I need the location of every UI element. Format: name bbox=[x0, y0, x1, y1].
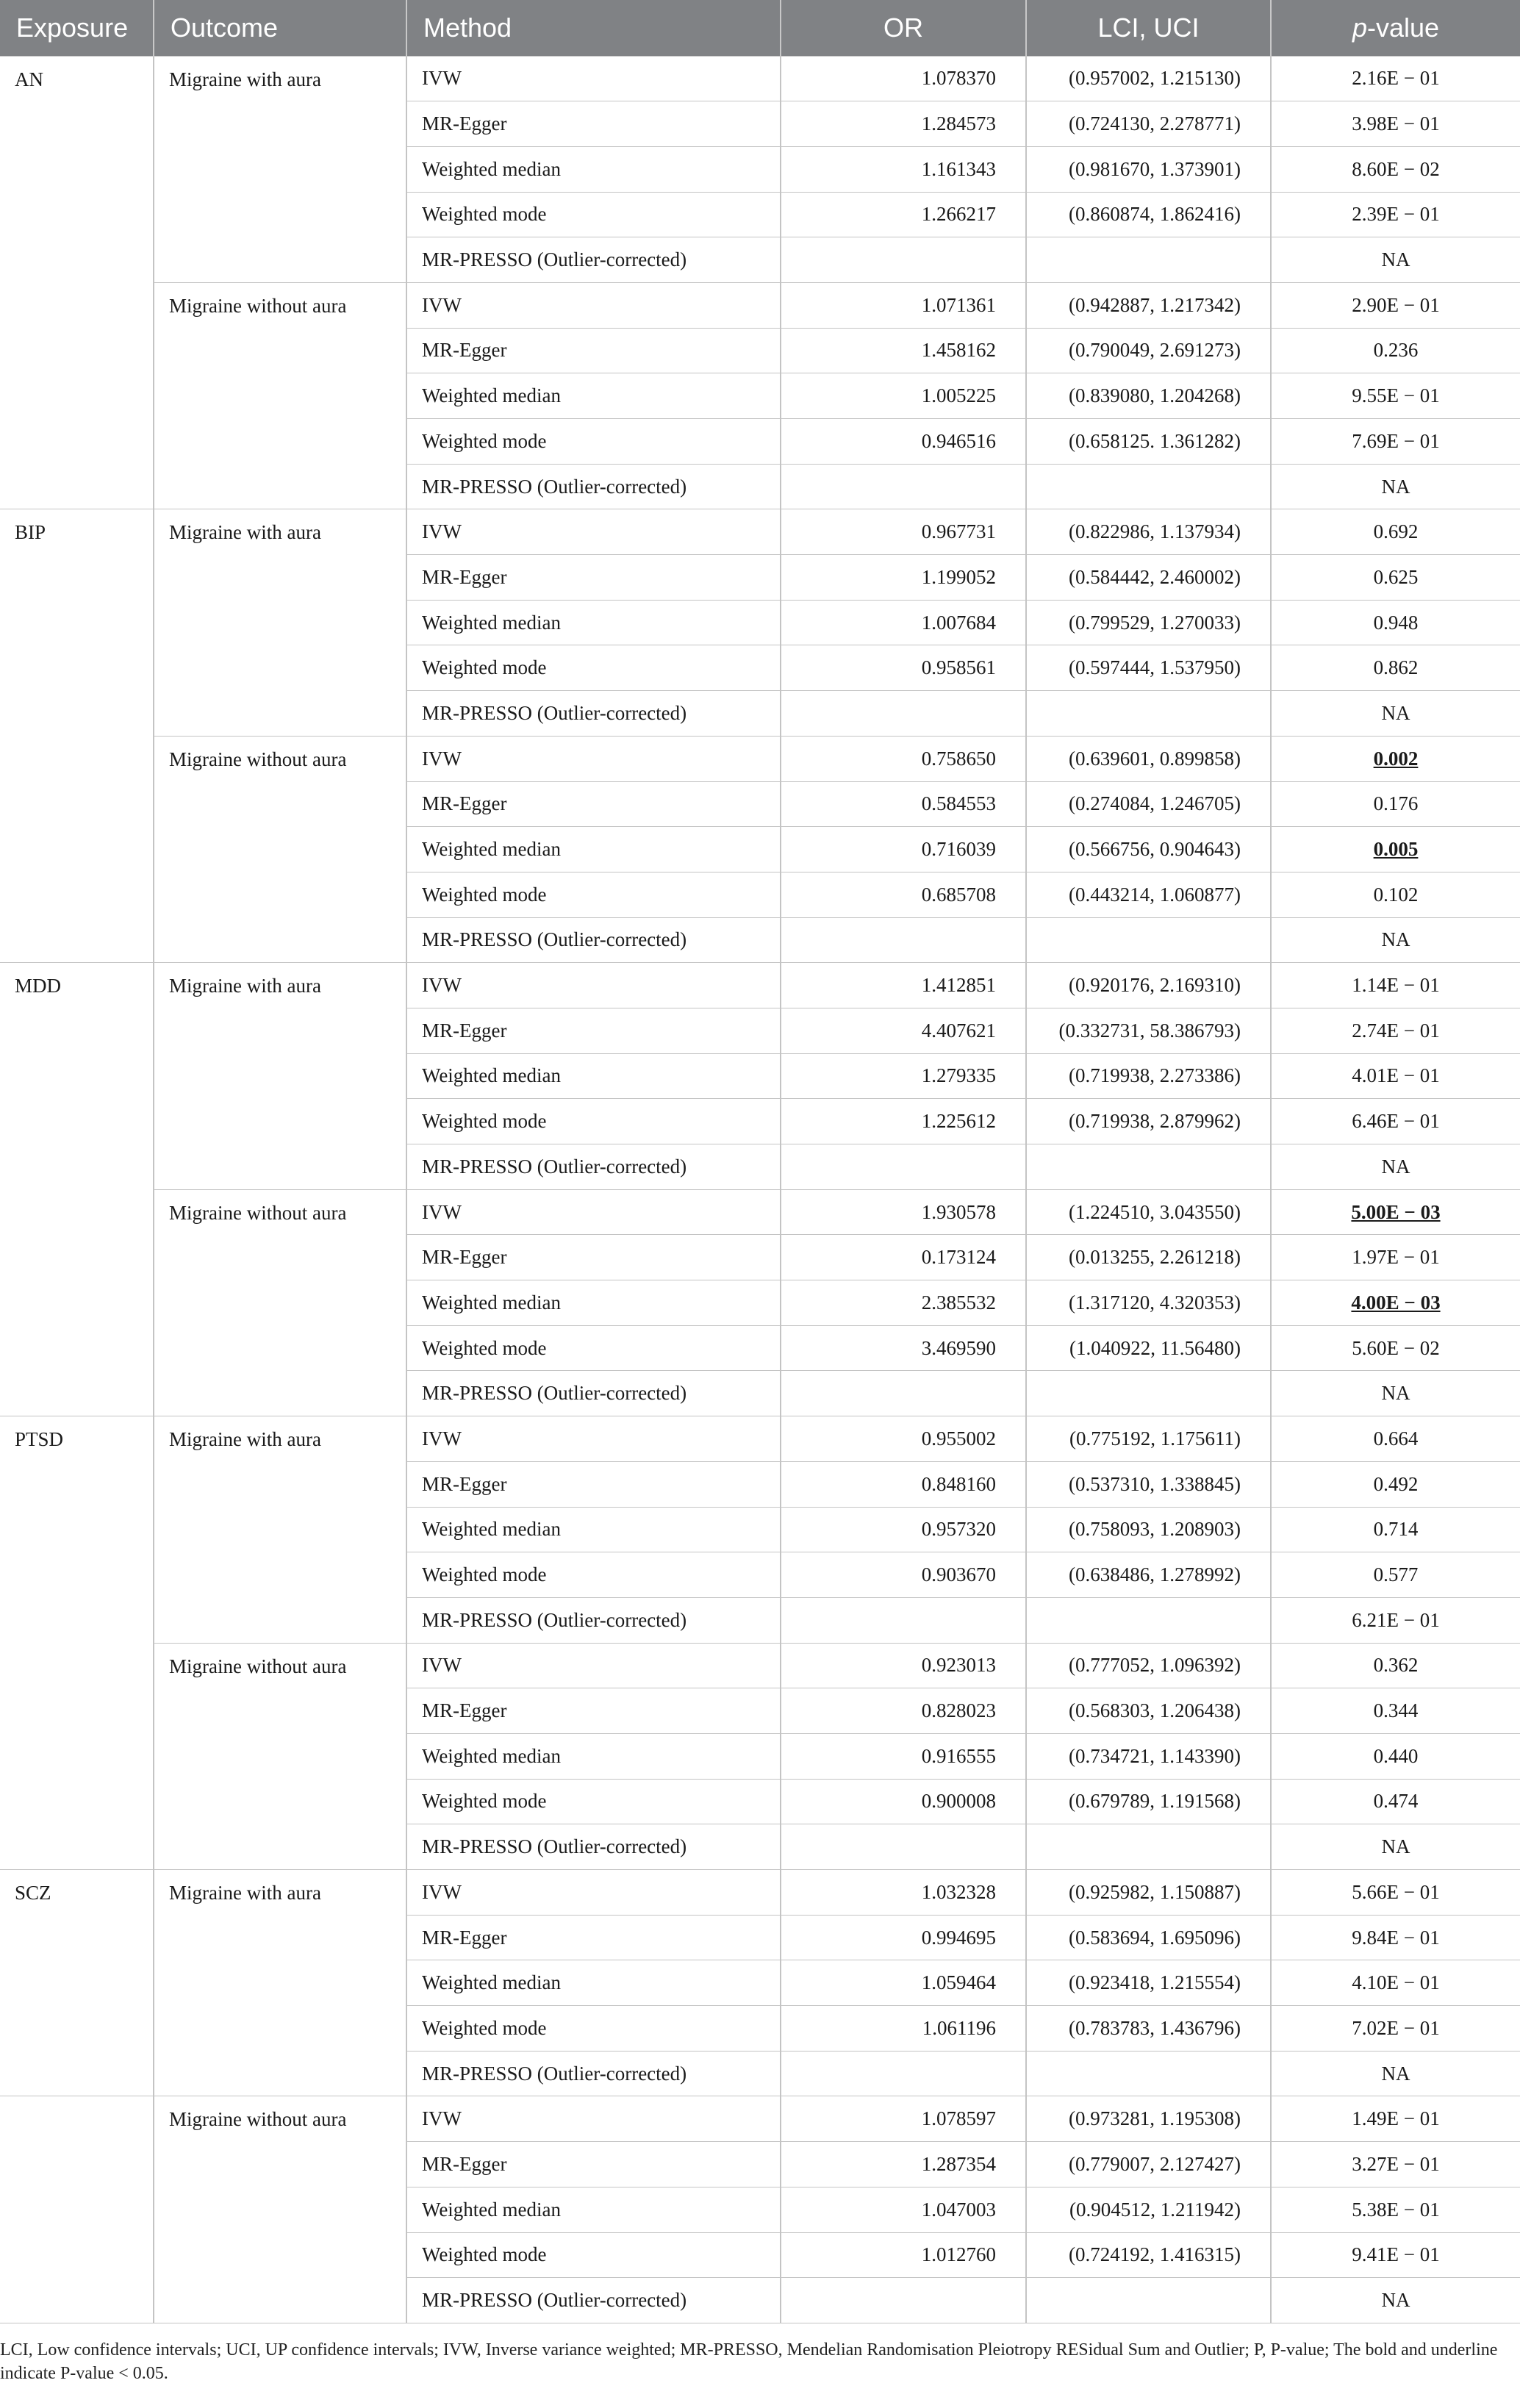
method-cell: IVW bbox=[406, 56, 781, 101]
method-cell: Weighted mode bbox=[406, 2006, 781, 2052]
p-value-cell: 9.84E − 01 bbox=[1271, 1915, 1520, 1960]
ci-cell: (0.332731, 58.386793) bbox=[1026, 1008, 1271, 1053]
ci-cell: (0.658125. 1.361282) bbox=[1026, 419, 1271, 465]
or-cell: 0.758650 bbox=[781, 736, 1026, 781]
outcome-cell: Migraine without aura bbox=[154, 282, 406, 509]
ci-cell bbox=[1026, 464, 1271, 509]
p-value-cell: 9.55E − 01 bbox=[1271, 373, 1520, 419]
exposure-cell: MDD bbox=[0, 963, 154, 1416]
table-body bbox=[0, 56, 1520, 2323]
ci-cell: (0.537310, 1.338845) bbox=[1026, 1461, 1271, 1507]
p-value-cell: 3.98E − 01 bbox=[1271, 101, 1520, 147]
or-cell: 1.284573 bbox=[781, 101, 1026, 147]
table-row bbox=[0, 1189, 1520, 1235]
p-value-cell: 0.714 bbox=[1271, 1507, 1520, 1552]
method-cell: MR-Egger bbox=[406, 1688, 781, 1734]
outcome-cell: Migraine with aura bbox=[154, 1416, 406, 1643]
outcome-cell: Migraine with aura bbox=[154, 509, 406, 736]
ci-cell: (0.973281, 1.195308) bbox=[1026, 2096, 1271, 2142]
ci-cell bbox=[1026, 1824, 1271, 1870]
ci-cell: (0.920176, 2.169310) bbox=[1026, 963, 1271, 1008]
table-row bbox=[0, 963, 1520, 1008]
or-cell: 0.946516 bbox=[781, 419, 1026, 465]
or-cell: 0.923013 bbox=[781, 1643, 1026, 1688]
outcome-cell: Migraine with aura bbox=[154, 56, 406, 282]
ci-cell: (0.775192, 1.175611) bbox=[1026, 1416, 1271, 1462]
method-cell: Weighted mode bbox=[406, 1552, 781, 1598]
ci-cell: (0.777052, 1.096392) bbox=[1026, 1643, 1271, 1688]
or-cell: 1.225612 bbox=[781, 1099, 1026, 1144]
method-cell: Weighted mode bbox=[406, 192, 781, 237]
method-cell: Weighted median bbox=[406, 1507, 781, 1552]
or-cell bbox=[781, 691, 1026, 737]
or-cell bbox=[781, 1824, 1026, 1870]
ci-cell: (0.724130, 2.278771) bbox=[1026, 101, 1271, 147]
ci-cell bbox=[1026, 1597, 1271, 1643]
exposure-cell: PTSD bbox=[0, 1416, 154, 1870]
or-cell: 1.199052 bbox=[781, 555, 1026, 601]
ci-cell: (0.839080, 1.204268) bbox=[1026, 373, 1271, 419]
p-value-cell: 1.97E − 01 bbox=[1271, 1235, 1520, 1280]
header-or: OR bbox=[781, 0, 1026, 56]
or-cell: 0.584553 bbox=[781, 781, 1026, 827]
method-cell: IVW bbox=[406, 1189, 781, 1235]
p-value-cell: NA bbox=[1271, 691, 1520, 737]
method-cell: MR-Egger bbox=[406, 1915, 781, 1960]
or-cell bbox=[781, 464, 1026, 509]
header-row bbox=[0, 0, 1520, 56]
p-value-cell: 0.362 bbox=[1271, 1643, 1520, 1688]
or-cell: 0.173124 bbox=[781, 1235, 1026, 1280]
exposure-cell bbox=[0, 2096, 154, 2323]
or-cell: 0.900008 bbox=[781, 1779, 1026, 1824]
method-cell: Weighted median bbox=[406, 827, 781, 872]
or-cell: 4.407621 bbox=[781, 1008, 1026, 1053]
p-value-cell: NA bbox=[1271, 464, 1520, 509]
or-cell bbox=[781, 1371, 1026, 1416]
method-cell: MR-PRESSO (Outlier-corrected) bbox=[406, 1144, 781, 1190]
method-cell: Weighted median bbox=[406, 1733, 781, 1779]
or-cell: 2.385532 bbox=[781, 1280, 1026, 1326]
p-value-cell: 0.440 bbox=[1271, 1733, 1520, 1779]
header-p-value bbox=[1271, 0, 1520, 56]
method-cell: Weighted median bbox=[406, 146, 781, 192]
method-cell: MR-PRESSO (Outlier-corrected) bbox=[406, 1371, 781, 1416]
ci-cell: (0.013255, 2.261218) bbox=[1026, 1235, 1271, 1280]
p-value-cell: NA bbox=[1271, 1824, 1520, 1870]
ci-cell: (1.224510, 3.043550) bbox=[1026, 1189, 1271, 1235]
p-value-cell: 2.16E − 01 bbox=[1271, 56, 1520, 101]
ci-cell bbox=[1026, 237, 1271, 283]
ci-cell: (0.904512, 1.211942) bbox=[1026, 2187, 1271, 2232]
or-cell: 0.716039 bbox=[781, 827, 1026, 872]
or-cell: 0.828023 bbox=[781, 1688, 1026, 1734]
table-row bbox=[0, 2096, 1520, 2142]
p-value-cell: 7.02E − 01 bbox=[1271, 2006, 1520, 2052]
or-cell: 1.005225 bbox=[781, 373, 1026, 419]
or-cell: 0.848160 bbox=[781, 1461, 1026, 1507]
p-value-cell: 5.38E − 01 bbox=[1271, 2187, 1520, 2232]
table-row bbox=[0, 1416, 1520, 1462]
ci-cell: (1.317120, 4.320353) bbox=[1026, 1280, 1271, 1326]
method-cell: Weighted mode bbox=[406, 1099, 781, 1144]
p-value-cell: 0.948 bbox=[1271, 600, 1520, 645]
table-row bbox=[0, 1643, 1520, 1688]
p-value-cell: 7.69E − 01 bbox=[1271, 419, 1520, 465]
outcome-cell: Migraine without aura bbox=[154, 1643, 406, 1869]
or-cell: 1.007684 bbox=[781, 600, 1026, 645]
ci-cell bbox=[1026, 2278, 1271, 2323]
method-cell: MR-PRESSO (Outlier-corrected) bbox=[406, 691, 781, 737]
ci-cell: (0.790049, 2.691273) bbox=[1026, 328, 1271, 373]
p-value-cell: NA bbox=[1271, 917, 1520, 963]
method-cell: MR-PRESSO (Outlier-corrected) bbox=[406, 1597, 781, 1643]
p-value-cell: 6.46E − 01 bbox=[1271, 1099, 1520, 1144]
method-cell: IVW bbox=[406, 282, 781, 328]
or-cell: 1.047003 bbox=[781, 2187, 1026, 2232]
ci-cell: (0.981670, 1.373901) bbox=[1026, 146, 1271, 192]
method-cell: MR-Egger bbox=[406, 1235, 781, 1280]
method-cell: Weighted mode bbox=[406, 645, 781, 691]
method-cell: MR-PRESSO (Outlier-corrected) bbox=[406, 1824, 781, 1870]
p-value-cell: 0.236 bbox=[1271, 328, 1520, 373]
outcome-cell: Migraine without aura bbox=[154, 1189, 406, 1416]
method-cell: MR-PRESSO (Outlier-corrected) bbox=[406, 237, 781, 283]
method-cell: Weighted mode bbox=[406, 1325, 781, 1371]
p-value-cell: 4.01E − 01 bbox=[1271, 1053, 1520, 1099]
or-cell: 1.071361 bbox=[781, 282, 1026, 328]
method-cell: Weighted median bbox=[406, 1280, 781, 1326]
exposure-cell: SCZ bbox=[0, 1870, 154, 2096]
method-cell: Weighted median bbox=[406, 2187, 781, 2232]
outcome-cell: Migraine with aura bbox=[154, 1870, 406, 2096]
table-row bbox=[0, 509, 1520, 555]
p-value-cell: 8.60E − 02 bbox=[1271, 146, 1520, 192]
ci-cell: (0.779007, 2.127427) bbox=[1026, 2142, 1271, 2187]
method-cell: Weighted mode bbox=[406, 2232, 781, 2278]
p-value-cell: 0.005 bbox=[1271, 827, 1520, 872]
or-cell: 1.930578 bbox=[781, 1189, 1026, 1235]
method-cell: MR-Egger bbox=[406, 1461, 781, 1507]
ci-cell: (0.724192, 1.416315) bbox=[1026, 2232, 1271, 2278]
table-row bbox=[0, 736, 1520, 781]
p-value-cell: NA bbox=[1271, 2278, 1520, 2323]
table-footnote: LCI, Low confidence intervals; UCI, UP confidence intervals; IVW, Inverse variance weighted; MR-PRESSO, Mendelian Randomisation Pleiotropy RESidual Sum and Outlier; P, P-value; The bold and underline indicate P-value < 0.05. bbox=[0, 2340, 1498, 2383]
p-value-cell: 2.90E − 01 bbox=[1271, 282, 1520, 328]
ci-cell: (0.925982, 1.150887) bbox=[1026, 1870, 1271, 1916]
or-cell: 1.059464 bbox=[781, 1960, 1026, 2006]
p-value-cell: 0.664 bbox=[1271, 1416, 1520, 1462]
ci-cell bbox=[1026, 691, 1271, 737]
p-value-cell: 0.577 bbox=[1271, 1552, 1520, 1598]
header-exposure: Exposure bbox=[0, 0, 154, 56]
ci-cell: (0.734721, 1.143390) bbox=[1026, 1733, 1271, 1779]
method-cell: MR-PRESSO (Outlier-corrected) bbox=[406, 2051, 781, 2096]
p-value-cell: 2.39E − 01 bbox=[1271, 192, 1520, 237]
or-cell: 0.955002 bbox=[781, 1416, 1026, 1462]
ci-cell: (0.799529, 1.270033) bbox=[1026, 600, 1271, 645]
method-cell: MR-Egger bbox=[406, 101, 781, 147]
ci-cell: (0.679789, 1.191568) bbox=[1026, 1779, 1271, 1824]
or-cell bbox=[781, 917, 1026, 963]
table-header bbox=[0, 0, 1520, 56]
header-p-italic: p bbox=[1352, 12, 1367, 43]
or-cell: 1.061196 bbox=[781, 2006, 1026, 2052]
ci-cell: (0.957002, 1.215130) bbox=[1026, 56, 1271, 101]
ci-cell: (0.639601, 0.899858) bbox=[1026, 736, 1271, 781]
method-cell: Weighted median bbox=[406, 1053, 781, 1099]
p-value-cell: 5.60E − 02 bbox=[1271, 1325, 1520, 1371]
p-value-cell: 0.102 bbox=[1271, 872, 1520, 917]
p-value-cell: 0.492 bbox=[1271, 1461, 1520, 1507]
p-value-cell: 0.692 bbox=[1271, 509, 1520, 555]
method-cell: MR-Egger bbox=[406, 2142, 781, 2187]
p-value-cell: 4.10E − 01 bbox=[1271, 1960, 1520, 2006]
method-cell: Weighted median bbox=[406, 373, 781, 419]
ci-cell: (0.719938, 2.879962) bbox=[1026, 1099, 1271, 1144]
ci-cell: (0.443214, 1.060877) bbox=[1026, 872, 1271, 917]
or-cell bbox=[781, 2278, 1026, 2323]
or-cell: 0.916555 bbox=[781, 1733, 1026, 1779]
or-cell bbox=[781, 1597, 1026, 1643]
or-cell: 1.032328 bbox=[781, 1870, 1026, 1916]
ci-cell bbox=[1026, 1144, 1271, 1190]
p-value-cell: 1.49E − 01 bbox=[1271, 2096, 1520, 2142]
ci-cell: (0.942887, 1.217342) bbox=[1026, 282, 1271, 328]
or-cell: 1.161343 bbox=[781, 146, 1026, 192]
exposure-cell: BIP bbox=[0, 509, 154, 963]
or-cell bbox=[781, 237, 1026, 283]
outcome-cell: Migraine without aura bbox=[154, 2096, 406, 2323]
or-cell: 0.958561 bbox=[781, 645, 1026, 691]
method-cell: MR-PRESSO (Outlier-corrected) bbox=[406, 917, 781, 963]
table-row bbox=[0, 1870, 1520, 1916]
method-cell: IVW bbox=[406, 1870, 781, 1916]
method-cell: MR-Egger bbox=[406, 328, 781, 373]
or-cell: 1.078370 bbox=[781, 56, 1026, 101]
method-cell: IVW bbox=[406, 963, 781, 1008]
header-outcome: Outcome bbox=[154, 0, 406, 56]
ci-cell: (0.568303, 1.206438) bbox=[1026, 1688, 1271, 1734]
ci-cell bbox=[1026, 1371, 1271, 1416]
p-value-cell: 4.00E − 03 bbox=[1271, 1280, 1520, 1326]
table-row bbox=[0, 282, 1520, 328]
or-cell: 3.469590 bbox=[781, 1325, 1026, 1371]
or-cell: 0.685708 bbox=[781, 872, 1026, 917]
method-cell: Weighted mode bbox=[406, 419, 781, 465]
ci-cell: (0.719938, 2.273386) bbox=[1026, 1053, 1271, 1099]
ci-cell: (0.597444, 1.537950) bbox=[1026, 645, 1271, 691]
p-value-cell: NA bbox=[1271, 237, 1520, 283]
ci-cell: (0.860874, 1.862416) bbox=[1026, 192, 1271, 237]
method-cell: IVW bbox=[406, 736, 781, 781]
p-value-cell: 3.27E − 01 bbox=[1271, 2142, 1520, 2187]
p-value-cell: 5.00E − 03 bbox=[1271, 1189, 1520, 1235]
p-value-cell: 0.474 bbox=[1271, 1779, 1520, 1824]
outcome-cell: Migraine with aura bbox=[154, 963, 406, 1189]
ci-cell: (0.584442, 2.460002) bbox=[1026, 555, 1271, 601]
ci-cell: (0.758093, 1.208903) bbox=[1026, 1507, 1271, 1552]
p-value-cell: 2.74E − 01 bbox=[1271, 1008, 1520, 1053]
ci-cell: (0.566756, 0.904643) bbox=[1026, 827, 1271, 872]
table-row bbox=[0, 56, 1520, 101]
p-value-cell: NA bbox=[1271, 2051, 1520, 2096]
p-value-cell: 0.002 bbox=[1271, 736, 1520, 781]
ci-cell bbox=[1026, 917, 1271, 963]
or-cell: 1.012760 bbox=[781, 2232, 1026, 2278]
ci-cell: (0.638486, 1.278992) bbox=[1026, 1552, 1271, 1598]
or-cell: 1.458162 bbox=[781, 328, 1026, 373]
or-cell bbox=[781, 1144, 1026, 1190]
outcome-cell: Migraine without aura bbox=[154, 736, 406, 962]
method-cell: Weighted median bbox=[406, 600, 781, 645]
method-cell: IVW bbox=[406, 509, 781, 555]
p-value-cell: 0.625 bbox=[1271, 555, 1520, 601]
or-cell: 0.994695 bbox=[781, 1915, 1026, 1960]
p-value-cell: NA bbox=[1271, 1144, 1520, 1190]
exposure-cell: AN bbox=[0, 56, 154, 509]
p-value-cell: NA bbox=[1271, 1371, 1520, 1416]
or-cell: 1.078597 bbox=[781, 2096, 1026, 2142]
method-cell: MR-PRESSO (Outlier-corrected) bbox=[406, 464, 781, 509]
or-cell: 1.287354 bbox=[781, 2142, 1026, 2187]
method-cell: IVW bbox=[406, 1643, 781, 1688]
or-cell: 1.266217 bbox=[781, 192, 1026, 237]
method-cell: IVW bbox=[406, 2096, 781, 2142]
or-cell: 0.957320 bbox=[781, 1507, 1026, 1552]
p-value-cell: 5.66E − 01 bbox=[1271, 1870, 1520, 1916]
ci-cell: (0.783783, 1.436796) bbox=[1026, 2006, 1271, 2052]
header-p-value-text: p-value bbox=[1352, 12, 1440, 43]
method-cell: IVW bbox=[406, 1416, 781, 1462]
or-cell: 1.279335 bbox=[781, 1053, 1026, 1099]
ci-cell: (0.923418, 1.215554) bbox=[1026, 1960, 1271, 2006]
method-cell: Weighted median bbox=[406, 1960, 781, 2006]
method-cell: Weighted mode bbox=[406, 872, 781, 917]
ci-cell: (0.274084, 1.246705) bbox=[1026, 781, 1271, 827]
header-method: Method bbox=[406, 0, 781, 56]
method-cell: MR-PRESSO (Outlier-corrected) bbox=[406, 2278, 781, 2323]
ci-cell bbox=[1026, 2051, 1271, 2096]
ci-cell: (1.040922, 11.56480) bbox=[1026, 1325, 1271, 1371]
ci-cell: (0.822986, 1.137934) bbox=[1026, 509, 1271, 555]
p-value-cell: 0.862 bbox=[1271, 645, 1520, 691]
p-value-cell: 6.21E − 01 bbox=[1271, 1597, 1520, 1643]
or-cell: 0.903670 bbox=[781, 1552, 1026, 1598]
header-ci: LCI, UCI bbox=[1026, 0, 1271, 56]
or-cell: 1.412851 bbox=[781, 963, 1026, 1008]
or-cell bbox=[781, 2051, 1026, 2096]
ci-cell: (0.583694, 1.695096) bbox=[1026, 1915, 1271, 1960]
p-value-cell: 0.176 bbox=[1271, 781, 1520, 827]
or-cell: 0.967731 bbox=[781, 509, 1026, 555]
p-value-cell: 0.344 bbox=[1271, 1688, 1520, 1734]
method-cell: Weighted mode bbox=[406, 1779, 781, 1824]
p-value-cell: 1.14E − 01 bbox=[1271, 963, 1520, 1008]
method-cell: MR-Egger bbox=[406, 781, 781, 827]
p-value-cell: 9.41E − 01 bbox=[1271, 2232, 1520, 2278]
method-cell: MR-Egger bbox=[406, 555, 781, 601]
method-cell: MR-Egger bbox=[406, 1008, 781, 1053]
